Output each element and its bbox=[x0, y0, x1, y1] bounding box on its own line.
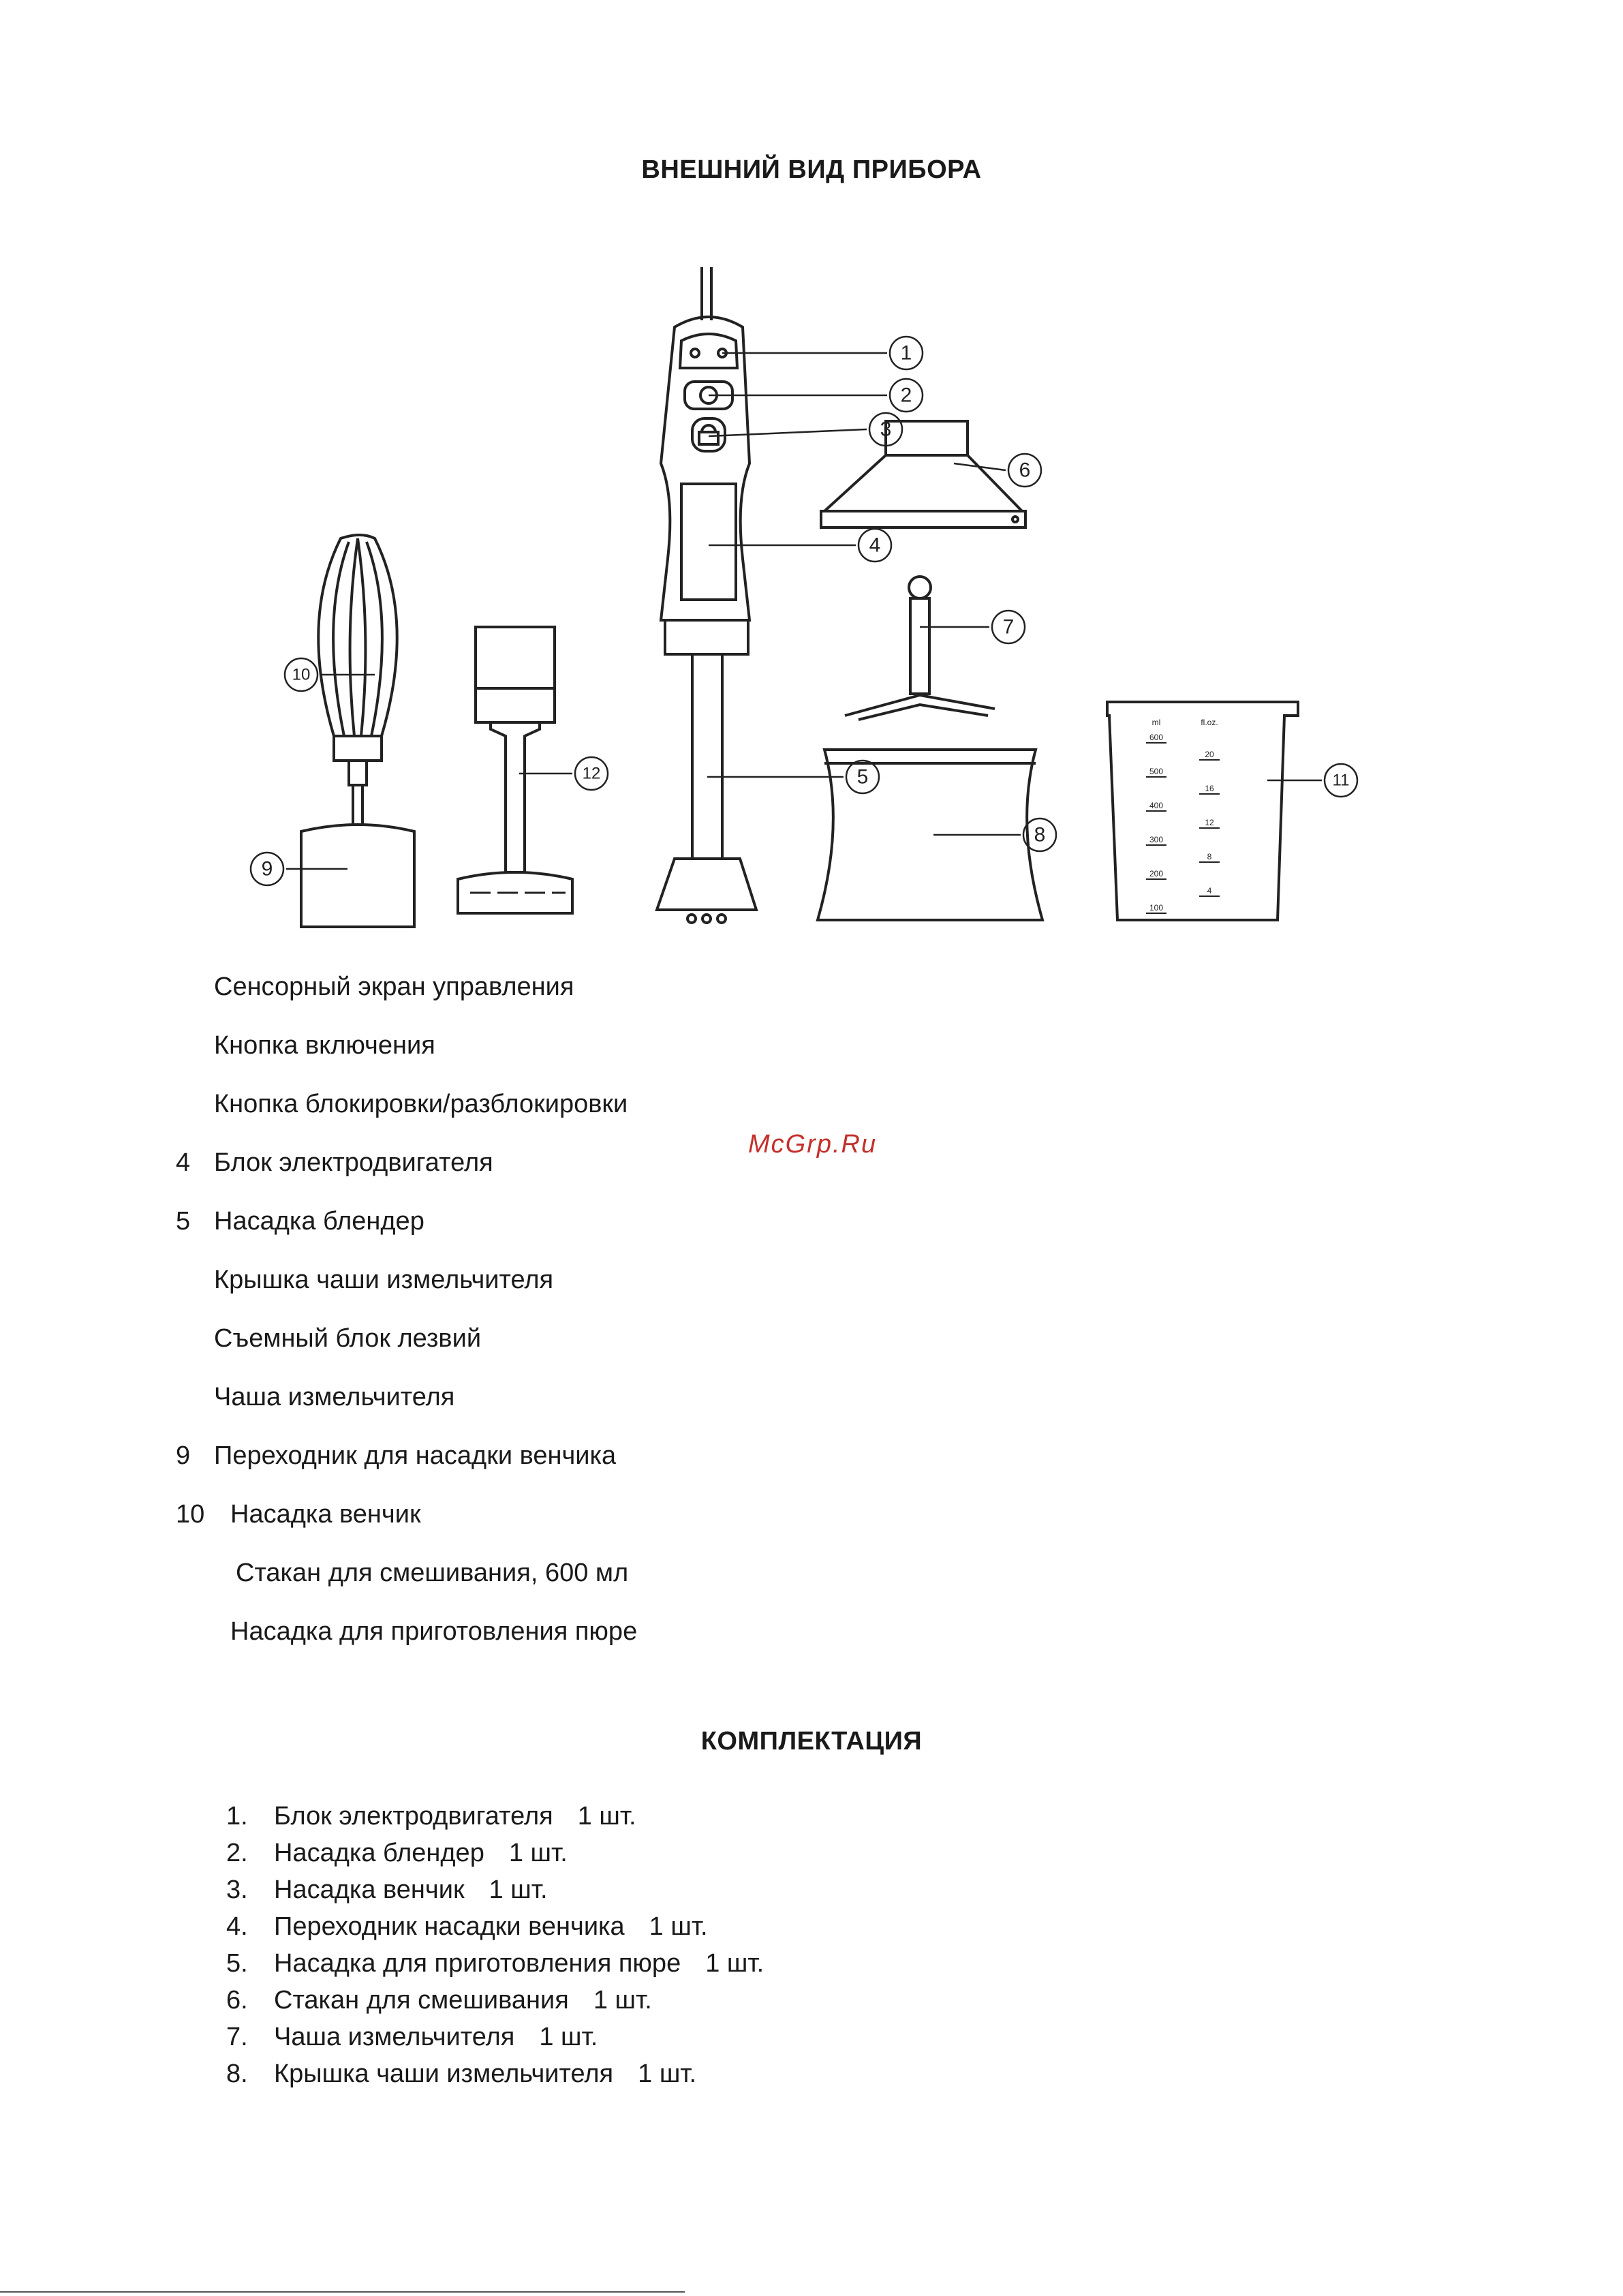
callout-number-7: 7 bbox=[1002, 615, 1015, 639]
whisk-drawing bbox=[318, 535, 397, 825]
list-item bbox=[176, 1323, 481, 1354]
kit-item-number: 3. bbox=[226, 1876, 248, 1904]
callout-number-8: 8 bbox=[1034, 823, 1046, 846]
part-label: Насадка блендер bbox=[214, 1207, 424, 1236]
list-item bbox=[176, 1499, 421, 1530]
part-number: 5 bbox=[176, 1207, 191, 1236]
list-item bbox=[176, 1440, 616, 1471]
kit-item-name: Стакан для смешивания bbox=[274, 1986, 569, 2015]
part-label: Блок электродвигателя bbox=[214, 1148, 493, 1177]
callout-number-4: 4 bbox=[869, 534, 881, 557]
part-number: 10 bbox=[176, 1500, 205, 1529]
jug-ml-100: 100 bbox=[1149, 903, 1164, 913]
kit-item-name: Блок электродвигателя bbox=[274, 1802, 553, 1831]
kit-item-qty: 1 шт. bbox=[539, 2023, 598, 2051]
callout-number-11: 11 bbox=[1332, 771, 1350, 790]
kit-item-number: 1. bbox=[226, 1802, 248, 1831]
kit-item-qty: 1 шт. bbox=[577, 1802, 636, 1831]
kit-item-name: Насадка венчик bbox=[274, 1876, 465, 1904]
part-number: 4 bbox=[176, 1148, 191, 1177]
jug-ml-400: 400 bbox=[1149, 801, 1164, 810]
jug-ml-600: 600 bbox=[1149, 733, 1164, 742]
whisk-adapter-drawing bbox=[301, 825, 414, 927]
product-diagram bbox=[204, 239, 1404, 947]
callout-leaders bbox=[286, 353, 1322, 869]
list-item bbox=[176, 1264, 553, 1296]
part-label: Съемный блок лезвий bbox=[214, 1324, 482, 1353]
footer-divider bbox=[0, 2291, 685, 2293]
list-item bbox=[176, 1557, 628, 1589]
part-label: Насадка венчик bbox=[230, 1500, 421, 1529]
part-label: Переходник для насадки венчика bbox=[214, 1441, 617, 1470]
callout-number-9: 9 bbox=[261, 857, 273, 881]
kit-item-name: Насадка блендер bbox=[274, 1839, 484, 1867]
callout-number-12: 12 bbox=[582, 764, 601, 783]
list-item bbox=[176, 1147, 493, 1178]
kit-item-qty: 1 шт. bbox=[508, 1839, 568, 1867]
list-item bbox=[176, 1616, 637, 1647]
part-label: Насадка для приготовления пюре bbox=[230, 1617, 638, 1646]
blade-unit-drawing bbox=[845, 577, 995, 720]
jug-ml-300: 300 bbox=[1149, 835, 1164, 844]
kit-item-qty: 1 шт. bbox=[649, 1912, 708, 1941]
part-label: Крышка чаши измельчителя bbox=[214, 1266, 554, 1294]
jug-oz-label: fl.oz. bbox=[1201, 718, 1218, 727]
part-label: Сенсорный экран управления bbox=[214, 973, 574, 1001]
section-title-appearance: ВНЕШНИЙ ВИД ПРИБОРА bbox=[641, 155, 982, 184]
callout-number-5: 5 bbox=[856, 765, 869, 789]
part-label: Чаша измельчителя bbox=[214, 1383, 455, 1411]
callout-number-10: 10 bbox=[292, 665, 311, 684]
callout-number-1: 1 bbox=[900, 341, 912, 365]
kit-item-number: 6. bbox=[226, 1986, 248, 2015]
kit-item-name: Крышка чаши измельчителя bbox=[274, 2060, 614, 2088]
kit-item-qty: 1 шт. bbox=[638, 2060, 697, 2088]
callout-number-6: 6 bbox=[1019, 459, 1031, 482]
list-item bbox=[176, 971, 574, 1002]
part-label: Кнопка включения bbox=[214, 1031, 435, 1060]
jug-oz-4: 4 bbox=[1207, 886, 1212, 896]
list-item bbox=[176, 1206, 424, 1237]
jug-ml-500: 500 bbox=[1149, 767, 1164, 776]
jug-oz-8: 8 bbox=[1207, 852, 1212, 861]
kit-item-number: 7. bbox=[226, 2023, 248, 2051]
kit-item-qty: 1 шт. bbox=[705, 1949, 764, 1978]
jug-oz-12: 12 bbox=[1205, 818, 1214, 827]
jug-ml-label: ml bbox=[1151, 718, 1161, 727]
kit-item-number: 4. bbox=[226, 1912, 248, 1941]
motor-unit-drawing bbox=[657, 267, 756, 923]
callout-number-2: 2 bbox=[900, 384, 912, 407]
kit-item-name: Чаша измельчителя bbox=[274, 2023, 515, 2051]
kit-item-number: 5. bbox=[226, 1949, 248, 1978]
jug-oz-16: 16 bbox=[1205, 784, 1214, 793]
part-number: 9 bbox=[176, 1441, 191, 1470]
list-item bbox=[176, 1381, 454, 1413]
kit-item-name: Переходник насадки венчика bbox=[274, 1912, 625, 1941]
measuring-jug-drawing bbox=[1107, 702, 1298, 920]
list-item bbox=[176, 1088, 628, 1120]
watermark: McGrp.Ru bbox=[748, 1130, 878, 1159]
section-title-kit: КОМПЛЕКТАЦИЯ bbox=[700, 1727, 923, 1756]
chopper-lid-drawing bbox=[821, 421, 1025, 527]
jug-ml-200: 200 bbox=[1149, 869, 1164, 878]
part-label: Стакан для смешивания, 600 мл bbox=[236, 1559, 629, 1587]
callout-number-3: 3 bbox=[880, 418, 892, 441]
jug-oz-20: 20 bbox=[1205, 750, 1214, 759]
kit-item-qty: 1 шт. bbox=[593, 1986, 652, 2015]
puree-attachment-drawing bbox=[458, 627, 572, 913]
list-item bbox=[176, 1030, 435, 1061]
kit-item-name: Насадка для приготовления пюре bbox=[274, 1949, 681, 1978]
part-label: Кнопка блокировки/разблокировки bbox=[214, 1090, 628, 1118]
kit-item-number: 2. bbox=[226, 1839, 248, 1867]
kit-item-qty: 1 шт. bbox=[489, 1876, 548, 1904]
kit-item-number: 8. bbox=[226, 2060, 248, 2088]
